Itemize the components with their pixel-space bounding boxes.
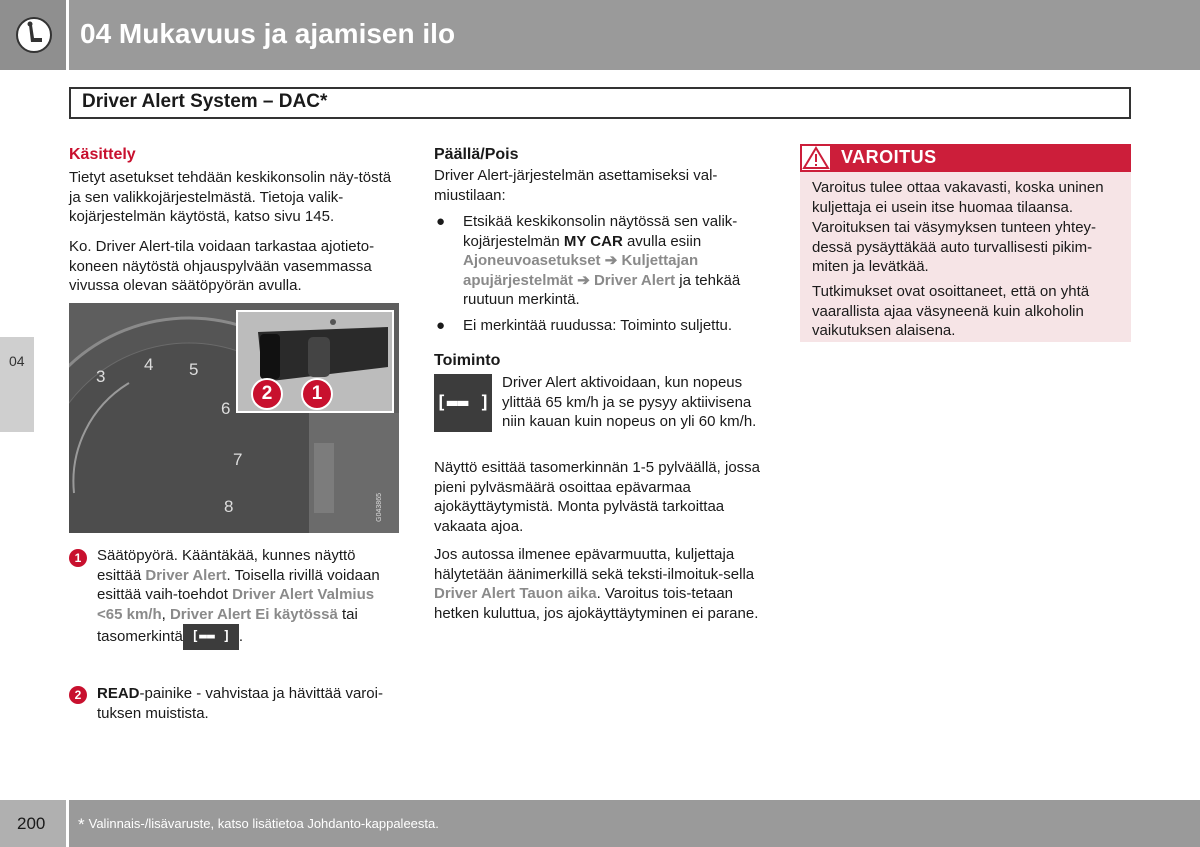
- warning-paragraph-2: Varoituksen tai väsymyksen tunteen yhtey-dessä pysäyttäkää auto turvallisesti pikim-miten ja levätkää.: [812, 219, 1097, 275]
- item-2-marker: 2: [69, 686, 87, 704]
- bullet-text: Etsikää keskikonsolin näytössä sen valik-kojärjestelmän: [463, 213, 738, 250]
- col2-paragraph-4: [434, 545, 764, 623]
- level-bar-icon: [▬▬ ]: [183, 624, 239, 650]
- col2-paragraph-1: Driver Alert-järjestelmän asettamiseksi val-miustilaan:: [434, 167, 718, 204]
- warning-paragraph-3: Tutkimukset ovat osoittaneet, että on yhtä vaarallista ajaa väsyneenä kuin alkoholin vaikutuksen alaisena.: [812, 283, 1090, 339]
- menu-option-ei-kaytossa: Driver Alert Ei käytössä: [169, 605, 338, 623]
- footnote-star: *: [78, 815, 85, 834]
- menu-option-ajoneuvoasetukset: Ajoneuvoasetukset: [463, 252, 601, 269]
- col2-heading-toiminto: Toiminto: [434, 352, 501, 369]
- menu-my-car: MY CAR: [563, 232, 623, 250]
- dial-number: 8: [224, 497, 234, 516]
- paragraph-text: Jos autossa ilmenee epävarmuutta, kuljettaja hälytetään äänimerkillä sekä teksti-ilmoituk-sella: [434, 546, 755, 583]
- figure-code: G043865: [376, 493, 383, 522]
- bullet-text: avulla esiin: [622, 232, 702, 250]
- col1-paragraph-2: Ko. Driver Alert-tila voidaan tarkastaa ajotieto-koneen näytöstä ohjauspylvään vasemmassa vivussa olevan säätöpyörän avulla.: [69, 238, 375, 294]
- arrow-icon: ➔: [600, 252, 622, 269]
- figure-callout-1: 1: [301, 378, 333, 410]
- footnote: [78, 815, 439, 835]
- level-bar-symbol: [▬▬ ]: [434, 374, 492, 432]
- item-2-description: [97, 684, 402, 723]
- menu-option-valmius: Driver Alert Valmius <65 km/h: [97, 586, 375, 623]
- dial-number: 3: [96, 367, 106, 386]
- footnote-text: Valinnais-/lisävaruste, katso lisätietoa Johdanto-kappaleesta.: [88, 816, 439, 831]
- list-item: [434, 212, 769, 310]
- bullet-text: ja tehkää ruutuun merkintä.: [463, 271, 741, 308]
- message-tauon-aika: Driver Alert Tauon aika: [434, 585, 597, 602]
- dial-number: 7: [233, 450, 243, 469]
- item-2-text: -painike - vahvistaa ja hävittää varoi-tuksen muistista.: [97, 685, 383, 722]
- seat-icon: [15, 16, 53, 54]
- paragraph-text: . Varoitus tois-tetaan hetken kuluttua, jos ajokäyttäytyminen ei parane.: [434, 585, 759, 622]
- list-item: [434, 316, 769, 336]
- menu-option-kuljettajan: Kuljettajan apujärjestelmät: [463, 252, 699, 289]
- warning-paragraph-1: Varoitus tulee ottaa vakavasti, koska uninen kuljettaja ei usein itse huomaa tilaansa.: [812, 179, 1104, 216]
- menu-option-driver-alert: Driver Alert: [593, 271, 676, 289]
- item-1-text: Säätöpyörä. Kääntäkää, kunnes näyttö esittää: [97, 547, 356, 584]
- chapter-side-tab-label: 04: [9, 353, 25, 369]
- item-1-description: [97, 546, 402, 650]
- item-1-text: tai tasomerkintä: [97, 605, 358, 645]
- col2-bullet-list: [434, 212, 769, 335]
- toiminto-description: Driver Alert aktivoidaan, kun nopeus ylittää 65 km/h ja se pysyy aktiivisena niin kauan kuin nopeus on yli 60 km/h.: [502, 374, 757, 430]
- item-1-text: ,: [161, 605, 170, 623]
- bullet-text: Ei merkintää ruudussa: Toiminto suljettu.: [463, 316, 733, 334]
- item-1-text: . Toisella rivillä voidaan esittää vaih-toehdot: [97, 566, 380, 603]
- dial-number: 6: [221, 399, 231, 418]
- page-number: 200: [17, 814, 46, 833]
- col1-heading: Käsittely: [69, 146, 136, 163]
- item-1-text: .: [238, 627, 244, 645]
- col1-paragraph-1: Tietyt asetukset tehdään keskikonsolin näy-töstä ja sen valikkojärjestelmästä. Tietoja valik-kojärjestelmän käytöstä, katso sivu 145.: [69, 169, 392, 225]
- read-button-label: READ: [97, 685, 140, 702]
- col2-paragraph-3: Näyttö esittää tasomerkinnän 1-5 pylväällä, jossa pieni pylväsmäärä osoittaa epävarmaa ajokäyttäytymistä. Monta pylvästä tarkoittaa vakaata ajoa.: [434, 459, 761, 535]
- menu-option-driver-alert: Driver Alert: [145, 566, 227, 584]
- chapter-side-tab: [0, 337, 34, 432]
- arrow-icon: ➔: [573, 271, 594, 289]
- warning-title: VAROITUS: [841, 147, 937, 167]
- dial-number: 4: [144, 355, 154, 374]
- section-title: Driver Alert System – DAC*: [82, 91, 328, 112]
- figure-callout-2: 2: [251, 378, 283, 410]
- chapter-title: 04 Mukavuus ja ajamisen ilo: [80, 18, 456, 49]
- bullet-icon: ●: [436, 316, 446, 334]
- bullet-icon: ●: [436, 213, 446, 230]
- item-1-marker: 1: [69, 549, 87, 567]
- warning-icon-box: [802, 146, 830, 170]
- dial-number: 5: [189, 360, 199, 379]
- col2-heading-paalla-pois: Päällä/Pois: [434, 146, 519, 163]
- warning-triangle-icon: [802, 146, 830, 170]
